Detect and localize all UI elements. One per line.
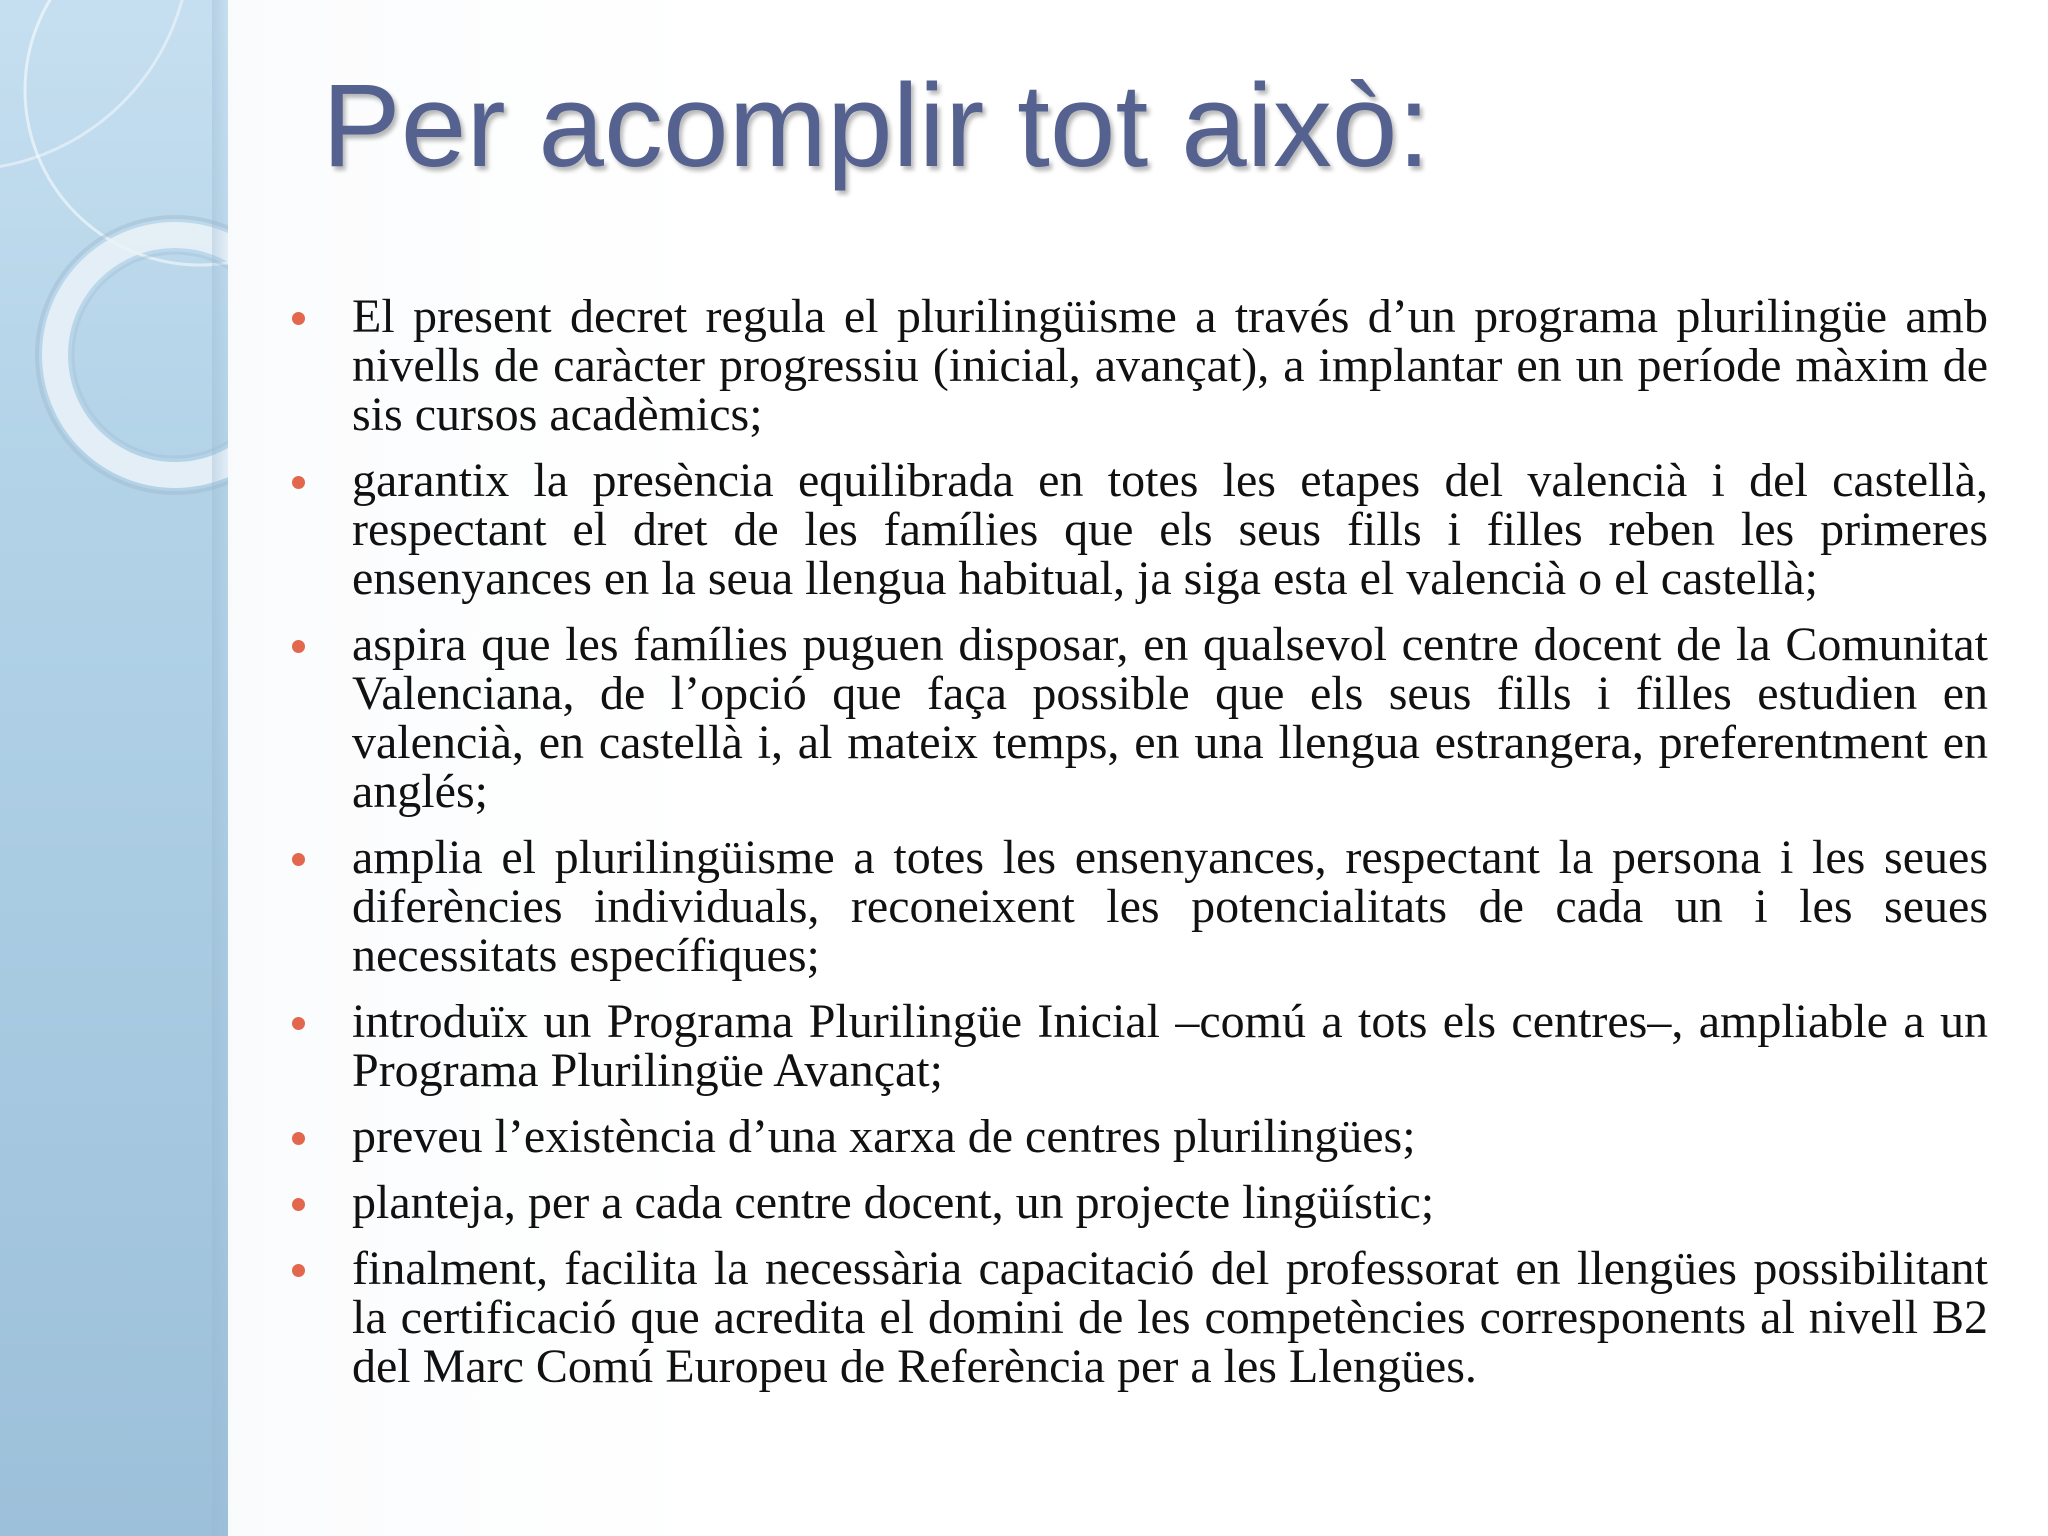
list-item [288, 1178, 1988, 1227]
bullet-text: El present decret regula el plurilingüisme a través d’un programa plurilingüe amb nivells de caràcter progressiu (inicial, avançat), a implantar en un període màxim de sis cursos acadèmics; [352, 290, 1988, 441]
bullet-list [288, 292, 1988, 1408]
bullet-text: planteja, per a cada centre docent, un projecte lingüístic; [352, 1176, 1435, 1229]
bullet-text: introduïx un Programa Plurilingüe Inicial –comú a tots els centres–, ampliable a un Programa Plurilingüe Avançat; [352, 995, 1988, 1097]
list-item [288, 1112, 1988, 1161]
list-item [288, 1244, 1988, 1391]
decorative-side-band [0, 0, 228, 1536]
bullet-text: preveu l’existència d’una xarxa de centres plurilingües; [352, 1110, 1416, 1163]
slide-title: Per acomplir tot això: [322, 60, 1431, 192]
list-item [288, 997, 1988, 1095]
bullet-dot-icon [292, 312, 305, 325]
bullet-dot-icon [292, 476, 305, 489]
list-item [288, 292, 1988, 439]
bullet-dot-icon [292, 1017, 305, 1030]
bullet-dot-icon [292, 853, 305, 866]
bullet-dot-icon [292, 640, 305, 653]
bullet-text: aspira que les famílies puguen disposar, en qualsevol centre docent de la Comunitat Valenciana, de l’opció que faça possible que els seus fills i filles estudien en valencià, en castellà i, al mateix temps, en una llengua estrangera, preferentment en anglés; [352, 618, 1988, 818]
bullet-dot-icon [292, 1198, 305, 1211]
list-item [288, 456, 1988, 603]
bullet-text: finalment, facilita la necessària capacitació del professorat en llengües possibilitant la certificació que acredita el domini de les competències corresponents al nivell B2 del Marc Comú Europeu de Referència per a les Llengües. [352, 1242, 1988, 1393]
list-item [288, 833, 1988, 980]
bullet-dot-icon [292, 1132, 305, 1145]
bullet-text: amplia el plurilingüisme a totes les ensenyances, respectant la persona i les seues diferències individuals, reconeixent les potencialitats de cada un i les seues necessitats específiques; [352, 831, 1988, 982]
bullet-text: garantix la presència equilibrada en totes les etapes del valencià i del castellà, respectant el dret de les famílies que els seus fills i filles reben les primeres ensenyances en la seua llengua habitual, ja siga esta el valencià o el castellà; [352, 454, 1988, 605]
bullet-dot-icon [292, 1264, 305, 1277]
list-item [288, 620, 1988, 816]
decorative-circles-graphic [0, 0, 228, 520]
